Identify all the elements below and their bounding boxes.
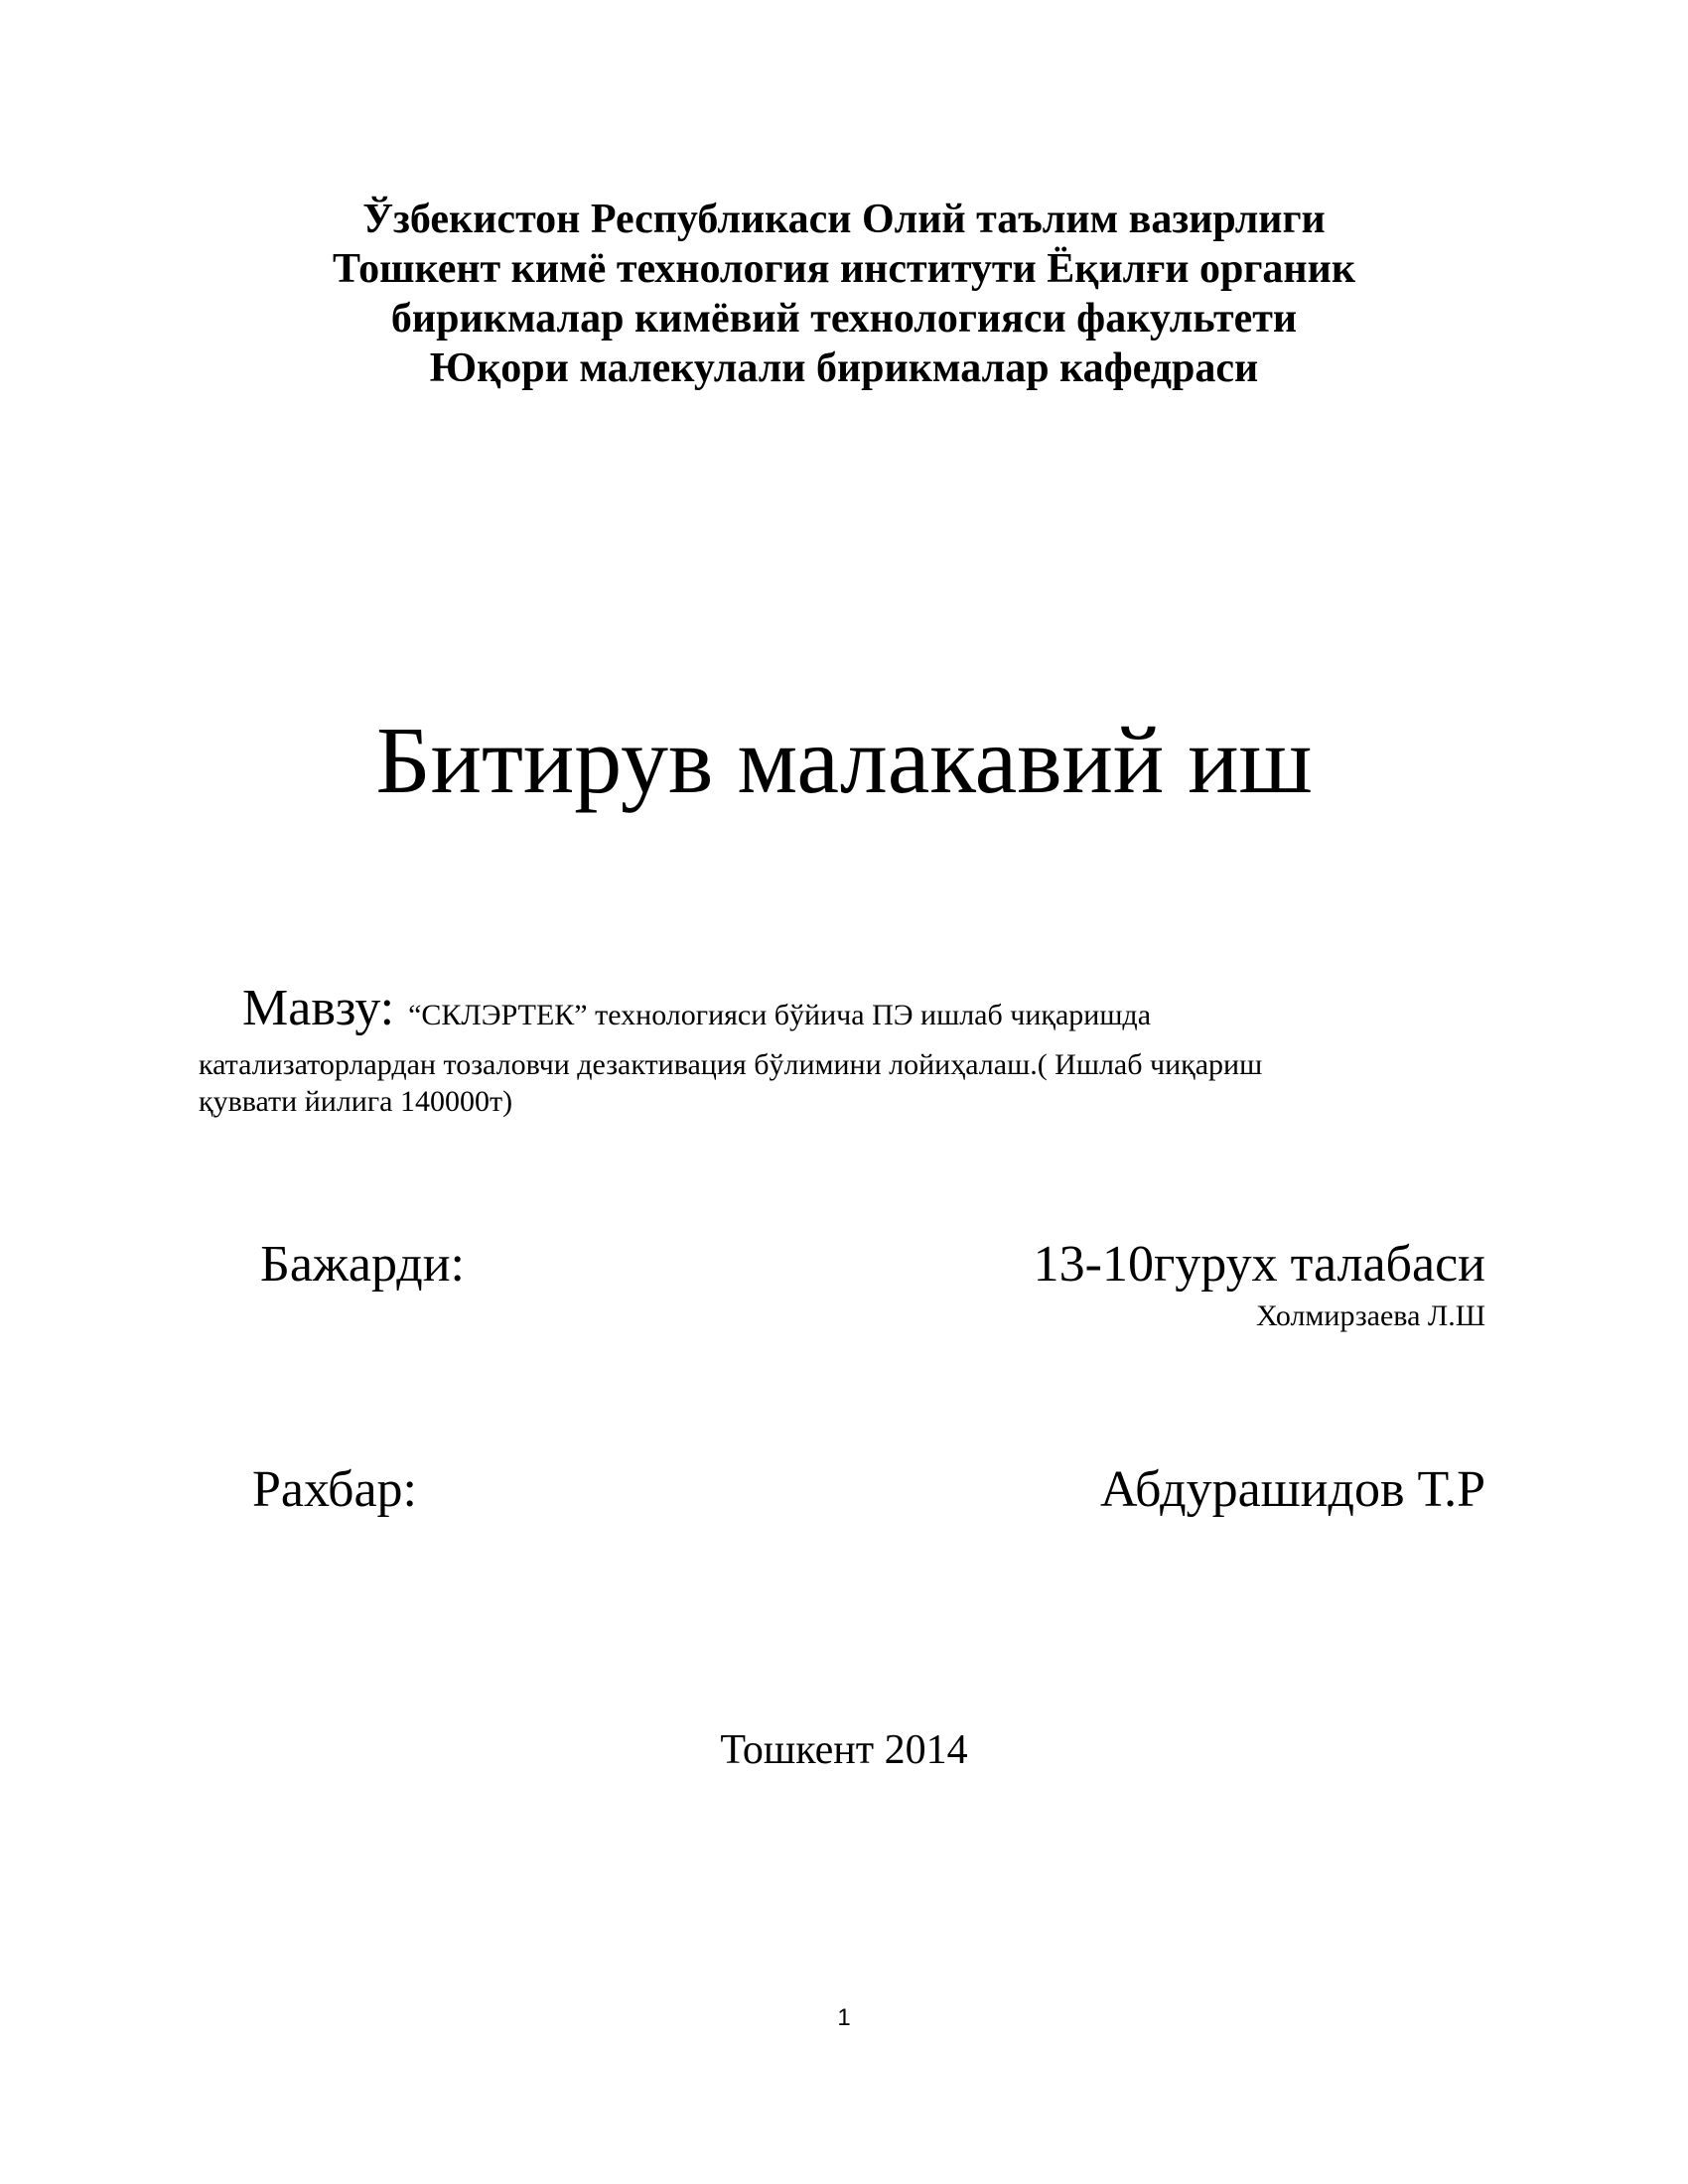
institute-line: Тошкент кимё технология институти Ёқилғи органик <box>332 246 1356 292</box>
topic-text-line-1: “СКЛЭРТЕК” технологияси бўйича ПЭ ишлаб чиқаришда <box>408 999 1152 1031</box>
topic-text-line-3: қуввати йилига 140000т) <box>199 1085 513 1118</box>
department-line: Юқори малекулали бирикмалар кафедраси <box>429 345 1259 391</box>
topic-block <box>199 978 1450 1120</box>
ministry-line: Ўзбекистон Республикаси Олий таълим вазирлиги <box>362 197 1326 242</box>
topic-label: Мавзу: <box>242 980 395 1036</box>
institution-header <box>0 195 1688 393</box>
performer-label: Бажарди: <box>260 1236 465 1293</box>
city-year: Тошкент 2014 <box>720 1727 968 1773</box>
page-number: 1 <box>837 2004 851 2031</box>
supervisor-name: Абдурашидов Т.Р <box>1100 1461 1485 1518</box>
faculty-line: бирикмалар кимёвий технологияси факультети <box>390 296 1298 341</box>
topic-text-line-2: катализаторлардан тозаловчи дезактивация бўлимини лойиҳалаш.( Ишлаб чиқариш <box>199 1048 1263 1081</box>
performer-name: Холмирзаева Л.Ш <box>1256 1299 1485 1332</box>
supervisor-label: Рахбар: <box>252 1461 418 1518</box>
document-title: Битирув малакавий иш <box>375 707 1313 813</box>
performer-group: 13-10гурух талабаси <box>1033 1236 1485 1293</box>
